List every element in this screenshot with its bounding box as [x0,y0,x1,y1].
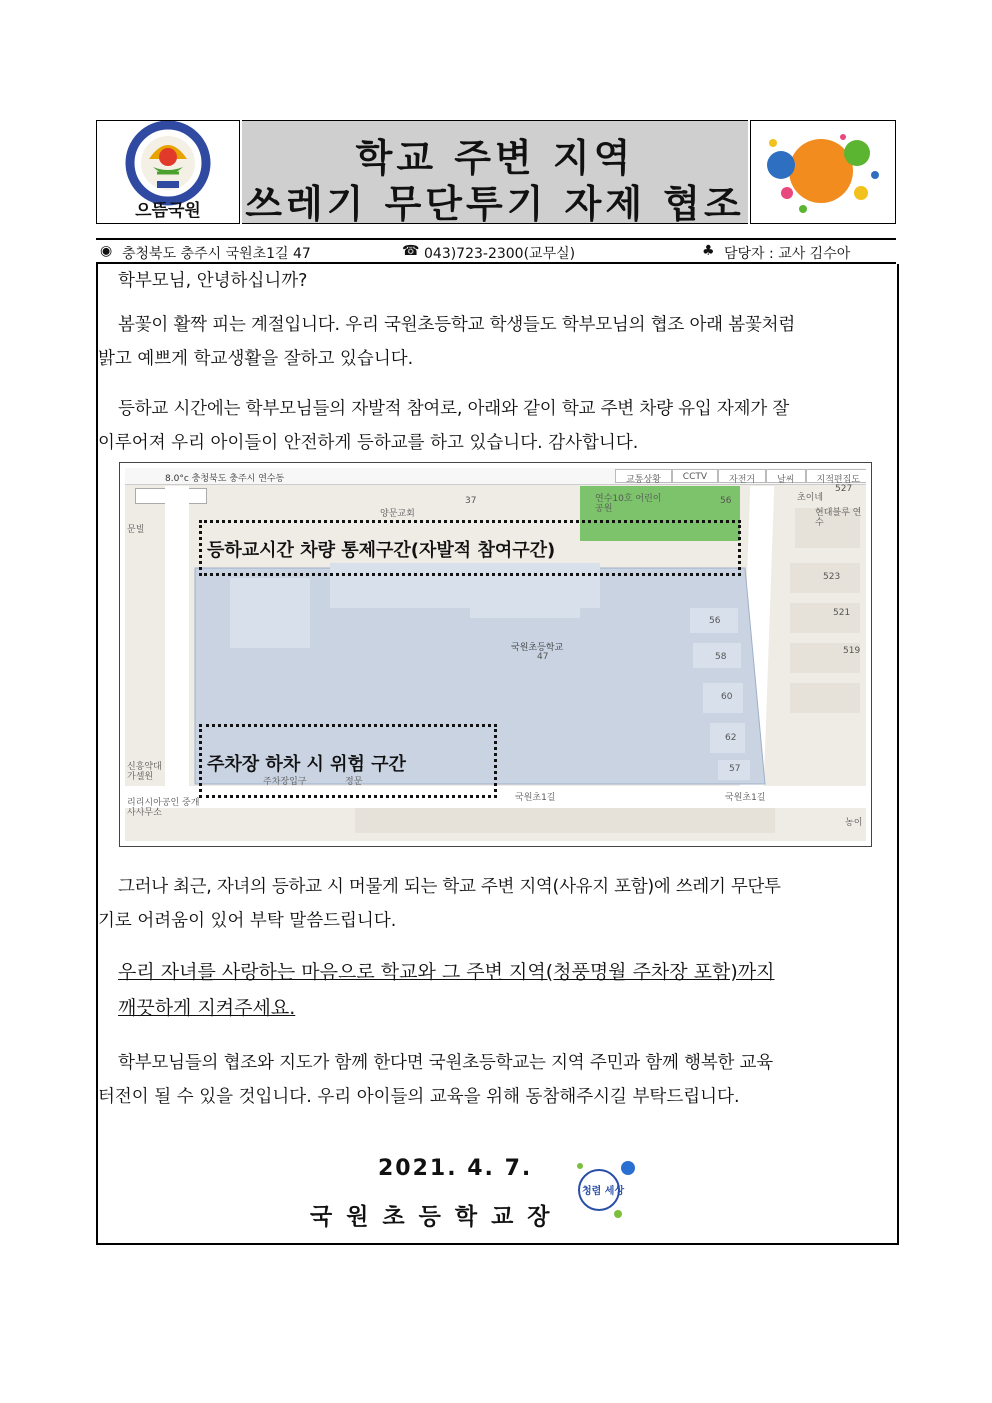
paragraph-3 [98,870,896,938]
emphasis-text-2: 깨끗하게 지켜주세요. [118,997,296,1019]
tab-traffic[interactable]: 교통상황 [615,469,672,483]
page-title-line2: 쓰레기 무단투기 자제 협조 [245,182,745,226]
contact-person: 담당자 : 교사 김수아 [724,246,851,262]
emphasis-line-2 [118,990,295,1026]
address-symbol: ◉ [100,243,113,259]
paragraph-4 [98,1046,896,1114]
phone-icon: ☎ [402,243,420,259]
label-58: 58 [715,652,727,662]
page-title-line1: 학교 주변 지역 [355,136,635,180]
paragraph-3-line-1: 그러나 최근, 자녀의 등하교 시 머물게 되는 학교 주변 지역(사유지 포함)에 쓰레기 무단투 [118,877,781,897]
tab-weather[interactable]: 날씨 [766,469,805,483]
label-62: 62 [725,733,737,743]
happy-child-logo-icon [751,121,895,223]
label-521: 521 [833,608,851,618]
label-527: 527 [835,484,853,494]
paragraph-2-line-2: 이루어져 우리 아이들이 안전하게 등하교를 하고 있습니다. 감사합니다. [98,433,639,453]
greeting [98,264,896,298]
contact-info-bar [96,238,896,264]
letter-date: 2021. 4. 7. [378,1156,533,1181]
label-60: 60 [721,692,733,702]
school-phone: 043)723-2300(교무실) [424,246,576,262]
paragraph-4-line-2: 터전이 될 수 있을 것입니다. 우리 아이들의 교육을 위해 동참해주시길 부탁드립니다. [98,1087,740,1107]
paragraph-2-line-1: 등하교 시간에는 학부모님들의 자발적 참여로, 아래와 같이 학교 주변 차량 유입 자제가 잘 [118,399,790,419]
label-church: 양문교회 [380,509,415,519]
label-road-2: 국원초1길 [725,793,766,803]
paragraph-1-line-2: 밝고 예쁘게 학교생활을 잘하고 있습니다. [98,349,414,369]
club-icon: ♣ [702,243,715,259]
label-pharmacy: 신흥약대 가셀원 [127,762,162,782]
school-logo-box [96,120,240,224]
label-57: 57 [729,764,741,774]
traffic-control-zone-label: 등하교시간 차량 통제구간(자발적 참여구간) [207,540,556,561]
label-56a: 56 [720,496,732,506]
school-area-map [119,462,872,847]
label-mart: 초이네 [797,493,824,503]
label-523: 523 [823,572,841,582]
integrity-seal-logo [572,1160,642,1222]
label-villa: 문빌 [127,525,145,535]
emphasis-text-1: 우리 자녀를 사랑하는 마음으로 학교와 그 주변 지역(청풍명월 주차장 포함)까지 [118,961,775,983]
school-motto: 으뜸국원 [135,201,201,221]
title-banner [242,120,748,224]
label-parking-entrance: 주차장입구 [263,777,307,787]
label-school: 국원초등학교 [511,643,564,653]
school-address: 충청북도 충주시 국원초1길 47 [122,246,311,262]
label-school-number: 47 [537,652,549,662]
label-519: 519 [843,646,861,656]
label-road: 국원초1길 [515,793,556,803]
tab-cctv[interactable]: CCTV [672,469,718,483]
slogan-logo-box [750,120,896,224]
paragraph-2 [98,392,896,460]
label-apartment: 현대블루 연수 [815,508,862,528]
label-park: 연수10호 어린이공원 [595,494,662,514]
tab-cadastral[interactable]: 지적편집도 [806,469,867,483]
paragraph-1 [98,308,896,376]
emphasis-line-1 [118,954,775,990]
tab-bicycle[interactable]: 자전거 [718,469,766,483]
label-37: 37 [465,496,477,506]
principal-signature: 국원초등학교장 [310,1204,564,1230]
paragraph-3-line-2: 기로 어려움이 있어 부탁 말씀드립니다. [98,911,397,931]
paragraph-4-line-1: 학부모님들의 협조와 지도가 함께 한다면 국원초등학교는 지역 주민과 함께 행복한 교육 [118,1053,774,1073]
label-56: 56 [709,616,721,626]
parking-danger-zone-label: 주차장 하차 시 위험 구간 [207,754,406,775]
label-nongh: 농이 [845,818,863,828]
greeting-text: 학부모님, 안녕하십니까? [118,271,308,291]
paragraph-1-line-1: 봄꽃이 활짝 피는 계절입니다. 우리 국원초등학교 학생들도 학부모님의 협조 아래 봄꽃처럼 [118,315,796,335]
label-realtor: 리리시아공인 중개사사무소 [127,798,200,818]
label-front-gate: 정문 [345,777,363,787]
seal-text: 청렴 세상 [582,1186,625,1197]
map-canvas [125,468,866,841]
map-weather: 8.0°c 충청북도 충주시 연수동 [165,474,285,484]
